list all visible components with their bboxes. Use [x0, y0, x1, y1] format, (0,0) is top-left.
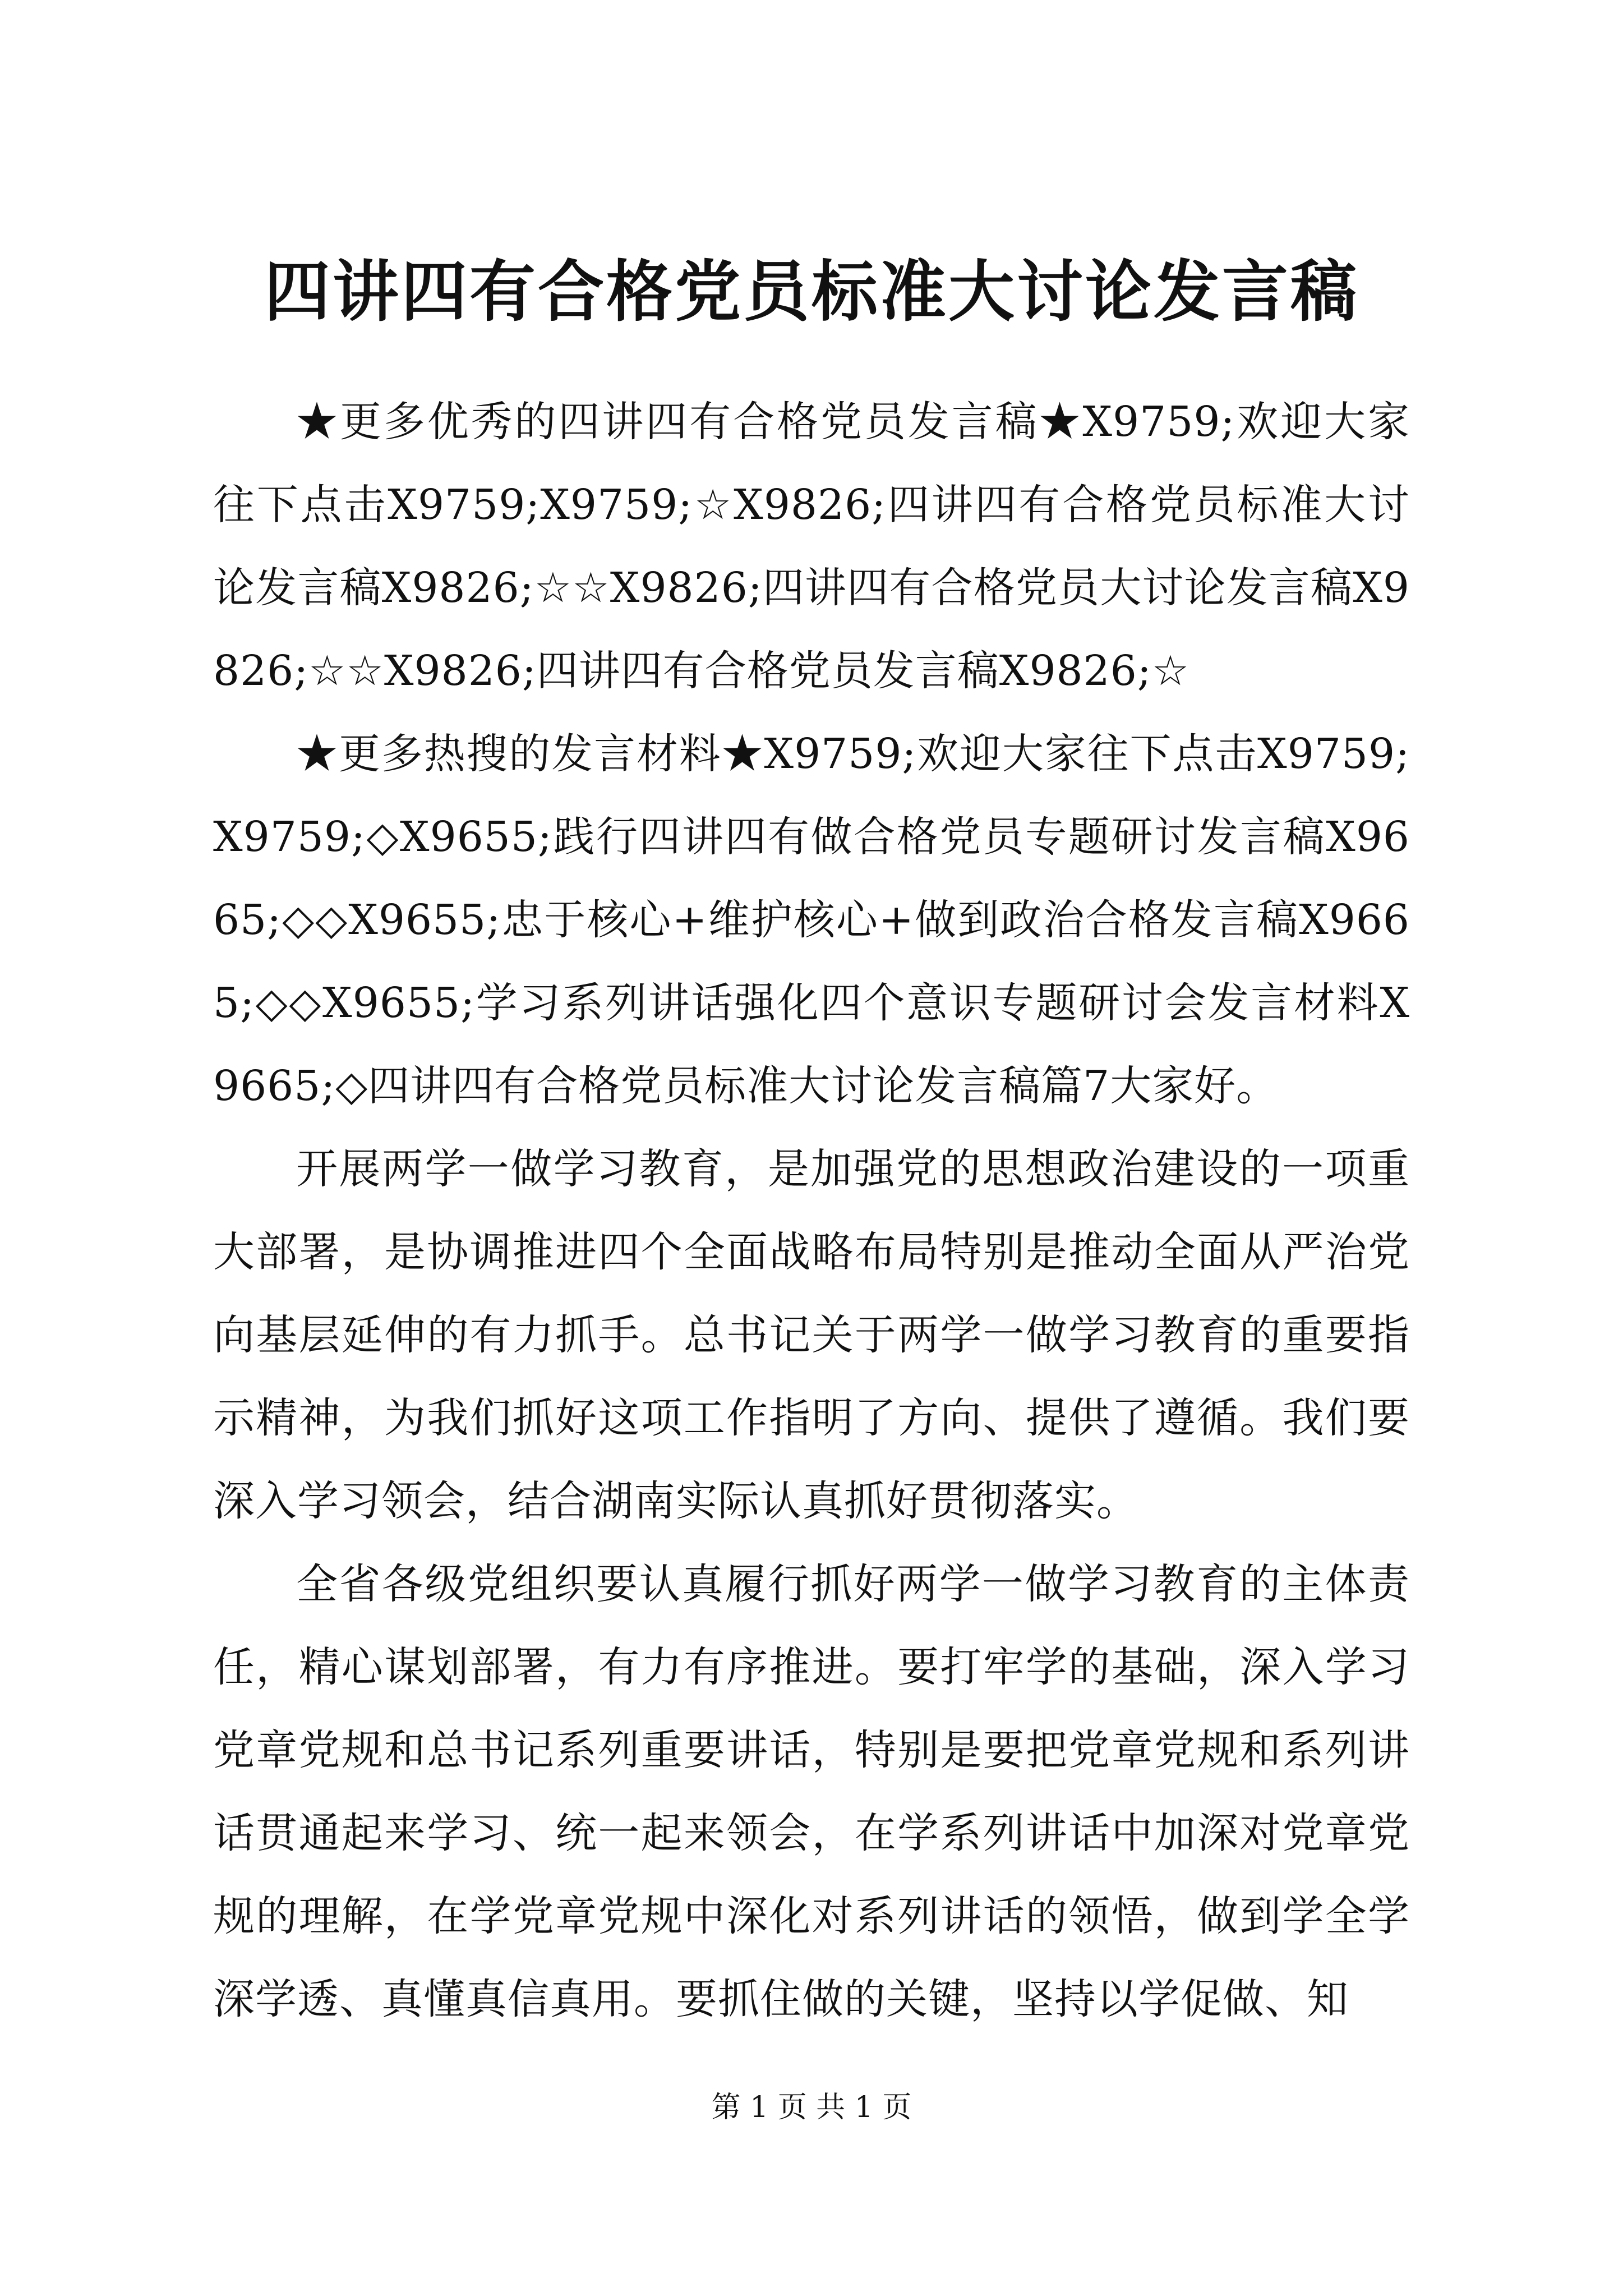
paragraph-study-education: 开展两学一做学习教育，是加强党的思想政治建设的一项重大部署，是协调推进四个全面战略布局特别是推动全面从严治党向基层延伸的有力抓手。总书记关于两学一做学习教育的重要指示精神，为我们抓好这项工作指明了方向、提供了遵循。我们要深入学习领会，结合湖南实际认真抓好贯彻落实。: [213, 1145, 1410, 1525]
page-number-footer: 第 1 页 共 1 页: [711, 2091, 912, 2124]
paragraph-party-organizations: 全省各级党组织要认真履行抓好两学一做学习教育的主体责任，精心谋划部署，有力有序推进。要打牢学的基础，深入学习党章党规和总书记系列重要讲话，特别是要把党章党规和系列讲话贯通起来学习、统一起来领会，在学系列讲话中加深对党章党规的理解，在学党章党规中深化对系列讲话的领悟，做到学全学深学透、真懂真信真用。要抓住做的关键，坚持以学促做、知: [213, 1560, 1410, 2023]
document-title: 四讲四有合格党员标准大讨论发言稿: [264, 252, 1359, 330]
paragraph-more-speeches: ★更多优秀的四讲四有合格党员发言稿★X9759;欢迎大家往下点击X9759;X9759;☆X9826;四讲四有合格党员标准大讨论发言稿X9826;☆☆X9826;四讲四有合格党员大讨论发言稿X9826;☆☆X9826;四讲四有合格党员发言稿X9826;☆: [213, 398, 1410, 695]
document-body: [213, 380, 1410, 2041]
paragraph-hot-materials: ★更多热搜的发言材料★X9759;欢迎大家往下点击X9759;X9759;◇X9655;践行四讲四有做合格党员专题研讨发言稿X9665;◇◇X9655;忠于核心+维护核心+做到政治合格发言稿X9665;◇◇X9655;学习系列讲话强化四个意识专题研讨会发言材料X9665;◇四讲四有合格党员标准大讨论发言稿篇7大家好。: [213, 730, 1410, 1110]
